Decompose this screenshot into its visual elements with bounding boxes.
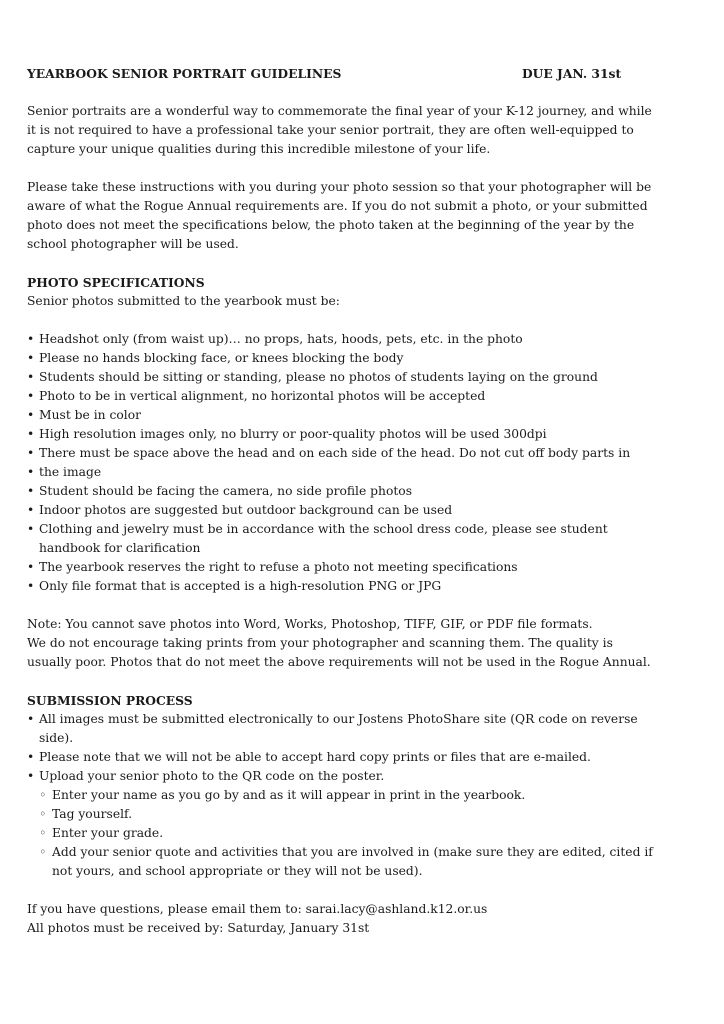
text-line: • Indoor photos are suggested but outdoor background can be used (39, 503, 453, 517)
specs-heading: PHOTO SPECIFICATIONS (27, 275, 205, 290)
list-item (27, 368, 697, 387)
sub-list-item (27, 824, 697, 843)
text-line: capture your unique qualities during this incredible milestone of your life. (27, 142, 491, 156)
specs-list (27, 330, 697, 596)
list-item (27, 406, 697, 425)
deadline-text: All photos must be received by: Saturday, January 31st (27, 921, 370, 935)
text-line: • The yearbook reserves the right to refuse a photo not meeting specifications (39, 560, 518, 574)
specs-lead: Senior photos submitted to the yearbook must be: (27, 294, 340, 308)
sub-list-item (27, 786, 697, 805)
text-line: school photographer will be used. (27, 237, 239, 251)
text-line: ◦ Enter your grade. (52, 826, 164, 840)
list-item (27, 748, 697, 767)
list-item (27, 463, 697, 482)
list-item (27, 577, 697, 596)
text-line: ◦ Add your senior quote and activities that you are involved in (make sure they are edited, cited if (52, 845, 653, 859)
text-line: • Student should be facing the camera, no side profile photos (39, 484, 413, 498)
text-line: handbook for clarification (39, 541, 201, 555)
list-item (27, 425, 697, 444)
text-line: usually poor. Photos that do not meet the above requirements will not be used in the Rogue Annual. (27, 655, 651, 669)
intro-paragraph-1 (27, 102, 697, 159)
submission-heading: SUBMISSION PROCESS (27, 693, 193, 708)
due-date: DUE JAN. 31st (522, 66, 622, 81)
sub-list-item (27, 805, 697, 824)
text-line: • High resolution images only, no blurry or poor-quality photos will be used 300dpi (39, 427, 547, 441)
text-line: Senior portraits are a wonderful way to commemorate the final year of your K-12 journey, and while (27, 104, 652, 118)
list-item (27, 558, 697, 577)
list-item (27, 767, 697, 786)
text-line: • Photo to be in vertical alignment, no horizontal photos will be accepted (39, 389, 486, 403)
text-line: • Students should be sitting or standing, please no photos of students laying on the ground (39, 370, 598, 384)
contact-questions: If you have questions, please email them to: sarai.lacy@ashland.k12.or.us (27, 902, 488, 916)
text-line: • All images must be submitted electronically to our Jostens PhotoShare site (QR code on reverse (39, 712, 638, 726)
list-item (27, 710, 697, 748)
text-line: • Please note that we will not be able to accept hard copy prints or files that are e-mailed. (39, 750, 591, 764)
list-item (27, 501, 697, 520)
text-line: • Headshot only (from waist up)… no props, hats, hoods, pets, etc. in the photo (39, 332, 523, 346)
text-line: • There must be space above the head and on each side of the head. Do not cut off body parts in (39, 446, 631, 460)
list-item (27, 387, 697, 406)
text-line: not yours, and school appropriate or they will not be used). (52, 864, 423, 878)
text-line: it is not required to have a professional take your senior portrait, they are often well-equipped to (27, 123, 634, 137)
text-line: We do not encourage taking prints from your photographer and scanning them. The quality is (27, 636, 613, 650)
text-line: • Clothing and jewelry must be in accordance with the school dress code, please see student (39, 522, 608, 536)
list-item (27, 482, 697, 501)
list-item (27, 349, 697, 368)
list-item (27, 330, 697, 349)
document-title: YEARBOOK SENIOR PORTRAIT GUIDELINES (27, 66, 342, 81)
text-line: • Only file format that is accepted is a high-resolution PNG or JPG (39, 579, 442, 593)
list-item (27, 520, 697, 558)
text-line: Please take these instructions with you during your photo session so that your photographer will be (27, 180, 652, 194)
text-line: • Please no hands blocking face, or knees blocking the body (39, 351, 404, 365)
text-line: • Must be in color (39, 408, 141, 422)
document-page (27, 64, 697, 938)
text-line: • Upload your senior photo to the QR code on the poster. (39, 769, 385, 783)
intro-paragraph-2 (27, 178, 697, 254)
text-line: • the image (39, 465, 102, 479)
list-item (27, 444, 697, 463)
title-row (27, 64, 697, 83)
text-line: Note: You cannot save photos into Word, Works, Photoshop, TIFF, GIF, or PDF file formats. (27, 617, 593, 631)
note-paragraph (27, 615, 697, 672)
submission-list (27, 710, 697, 881)
text-line: aware of what the Rogue Annual requirements are. If you do not submit a photo, or your submitted (27, 199, 648, 213)
text-line: side). (39, 731, 74, 745)
text-line: ◦ Enter your name as you go by and as it will appear in print in the yearbook. (52, 788, 526, 802)
text-line: photo does not meet the specifications below, the photo taken at the beginning of the year by the (27, 218, 635, 232)
sub-list-item (27, 843, 697, 881)
text-line: ◦ Tag yourself. (52, 807, 133, 821)
